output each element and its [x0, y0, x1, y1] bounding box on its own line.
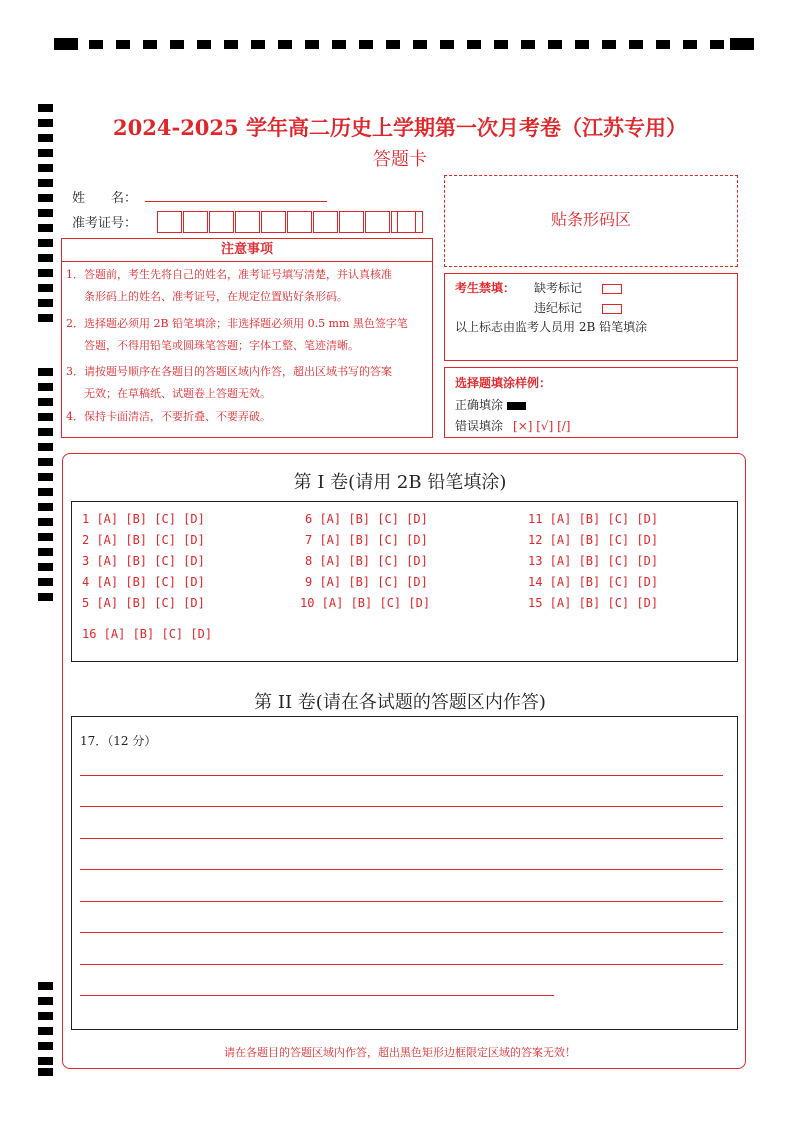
choice-row[interactable]: 6 [A] [B] [C] [D] — [305, 512, 428, 526]
choice-row[interactable]: 3 [A] [B] [C] [D] — [82, 554, 205, 568]
notice-line: 4．保持卡面清洁，不要折叠、不要弄破。 — [66, 410, 271, 423]
name-field[interactable] — [145, 201, 327, 202]
notice-heading: 注意事项 — [61, 238, 433, 262]
notice-line: 无效；在草稿纸、试题卷上答题无效。 — [84, 387, 271, 400]
absent-label: 缺考标记 — [534, 281, 583, 295]
essay-box — [71, 716, 738, 1030]
choice-row[interactable]: 8 [A] [B] [C] [D] — [305, 554, 428, 568]
section2-title: 第 II 卷(请在各试题的答题区内作答) — [254, 692, 546, 713]
forbidden-note: 以上标志由监考人员用 2B 铅笔填涂 — [455, 320, 648, 334]
choice-row[interactable]: 2 [A] [B] [C] [D] — [82, 533, 205, 547]
choice-row[interactable]: 11 [A] [B] [C] [D] — [528, 512, 659, 526]
sample-heading: 选择题填涂样例： — [455, 376, 552, 390]
choice-row[interactable]: 14 [A] [B] [C] [D] — [528, 575, 659, 589]
choice-row[interactable]: 9 [A] [B] [C] [D] — [305, 575, 428, 589]
sample-correct-label: 正确填涂 — [455, 398, 504, 412]
sample-wrong-label: 错误填涂 — [455, 419, 504, 433]
choice-row[interactable]: 1 [A] [B] [C] [D] — [82, 512, 205, 526]
wrong-marks: [×] [√] [/] — [513, 419, 571, 433]
question-17-label: 17．（12 分） — [80, 734, 157, 748]
filled-mark-icon — [507, 402, 526, 410]
barcode-label: 贴条形码区 — [550, 210, 631, 229]
section1-title: 第 I 卷(请用 2B 铅笔填涂) — [293, 472, 507, 493]
absent-mark[interactable] — [534, 279, 622, 296]
choice-row[interactable]: 12 [A] [B] [C] [D] — [528, 533, 659, 547]
sample-wrong — [455, 417, 570, 434]
page-subtitle: 答题卡 — [373, 149, 427, 170]
sample-correct — [455, 396, 526, 413]
notice-line: 2．选择题必须用 2B 铅笔填涂；非选择题必须用 0.5 mm 黑色签字笔 — [66, 317, 408, 330]
notice-line: 条形码上的姓名、准考证号，在规定位置贴好条形码。 — [84, 290, 348, 303]
choice-row[interactable]: 10 [A] [B] [C] [D] — [300, 596, 431, 610]
name-label: 姓 名： — [72, 191, 138, 206]
notice-line: 答题，不得用铅笔或圆珠笔答题；字体工整、笔迹清晰。 — [84, 339, 359, 352]
id-label: 准考证号： — [72, 216, 138, 231]
barcode-area — [444, 175, 738, 267]
footer-warning: 请在各题目的答题区域内作答，超出黑色矩形边框限定区域的答案无效！ — [224, 1046, 576, 1059]
choice-row[interactable]: 4 [A] [B] [C] [D] — [82, 575, 205, 589]
choice-row[interactable]: 7 [A] [B] [C] [D] — [305, 533, 428, 547]
choice-row[interactable]: 16 [A] [B] [C] [D] — [82, 627, 213, 641]
choice-row[interactable]: 15 [A] [B] [C] [D] — [528, 596, 659, 610]
choice-row[interactable]: 13 [A] [B] [C] [D] — [528, 554, 659, 568]
choice-row[interactable]: 5 [A] [B] [C] [D] — [82, 596, 205, 610]
page-title: 2024-2025 学年高二历史上学期第一次月考卷（江苏专用） — [113, 115, 687, 140]
notice-line: 3．请按题号顺序在各题目的答题区域内作答，超出区域书写的答案 — [66, 365, 392, 378]
forbidden-heading: 考生禁填： — [455, 281, 516, 295]
violation-mark[interactable] — [534, 299, 622, 316]
violation-label: 违纪标记 — [534, 301, 583, 315]
notice-line: 1．答题前，考生先将自己的姓名，准考证号填写清楚，并认真核准 — [66, 268, 392, 281]
